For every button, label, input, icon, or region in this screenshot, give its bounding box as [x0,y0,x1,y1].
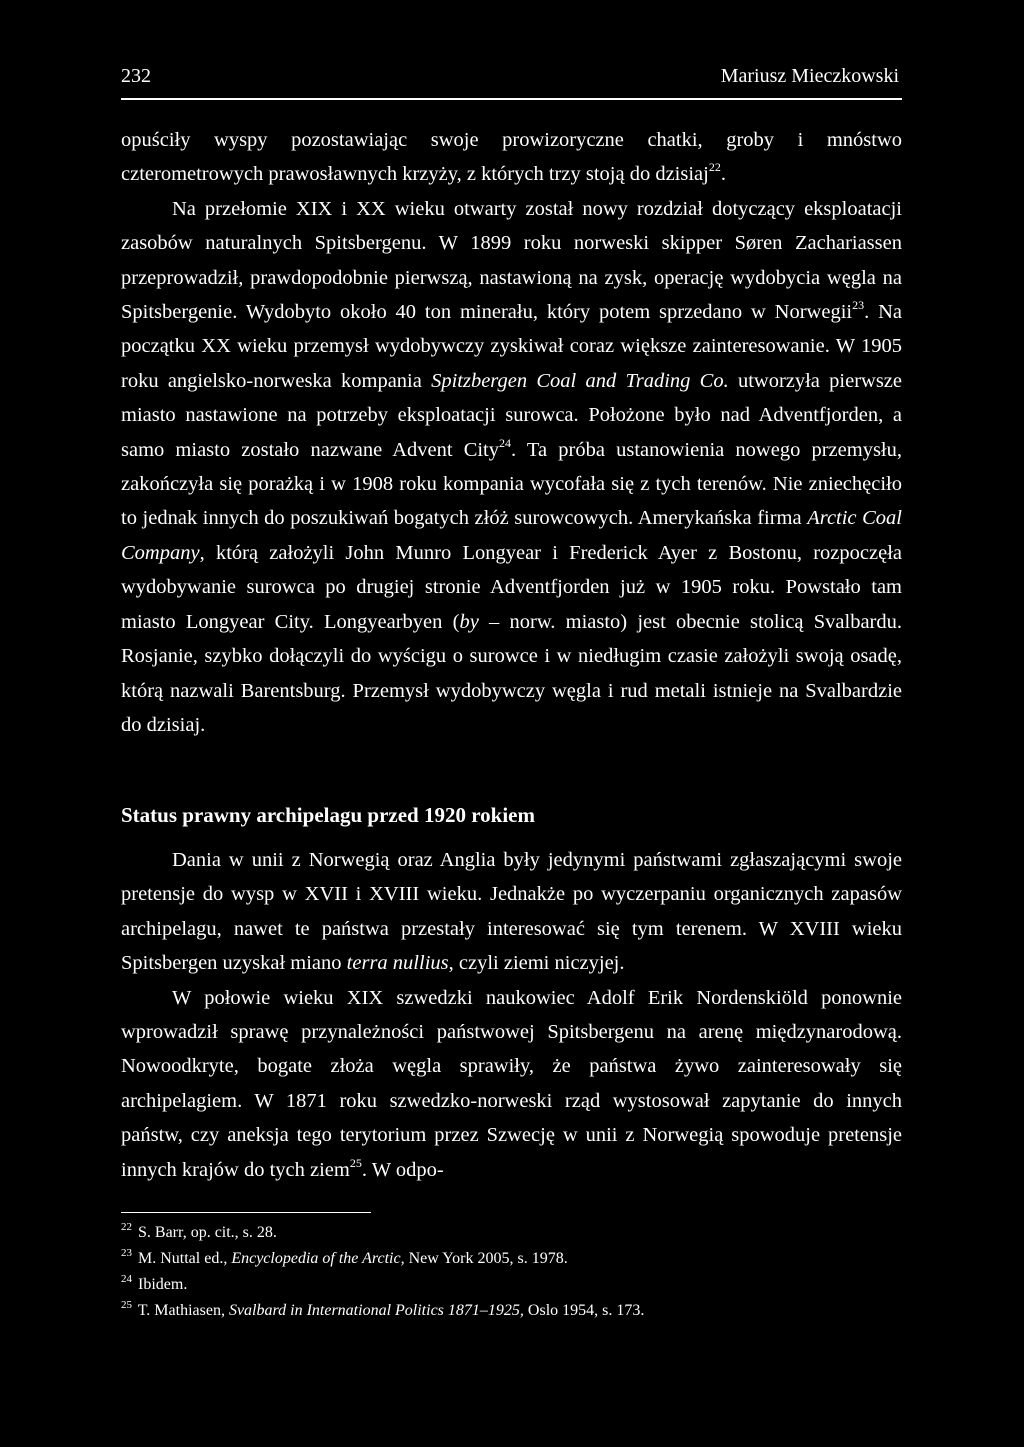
footnote-separator [121,1212,371,1213]
section-heading: Status prawny archipelagu przed 1920 rokiem [121,803,535,827]
company-name-spitzbergen: Spitzbergen Coal and Trading Co. [431,369,729,392]
section-legal-status-text [121,843,902,1187]
footnote-ref-24: 24 [499,435,512,450]
term-terra-nullius: terra nullius [346,952,449,975]
running-header [121,60,901,92]
footnote-23: $^{23}$ M. Nuttal ed., Encyclopedia of the Arctic, New York 2005, s. 1978. [121,1247,568,1267]
term-by: by [459,610,479,633]
footnote-ref-25: 25 [349,1155,362,1170]
footnote-ref-22: 22 [708,160,721,175]
section-coal-mining-text [121,123,902,742]
company-name-arctic-coal: Arctic Coal Company [121,507,902,564]
paragraph-4: W połowie wieku XIX szwedzki naukowiec Adolf Erik Nordenskiöld ponownie wprowadził sprawę przynależności państwowej Spitsbergenu na arenę międzynarodową. Nowoodkryte, bogate złoża węgla sprawiły, że państwa żywo zainteresowały się archipelagiem. W 1871 roku szwedzko-norweski rząd wystosował zapytanie do innych państw, czy aneksja tego terytorium przez Szwecję w unii z Norwegią spowoduje pretensje innych krajów do tych ziem$^{25}$. W odpo- [121,986,902,1181]
header-rule [121,98,902,100]
page-number: 232 [121,65,151,87]
footnote-22: $^{22}$ S. Barr, op. cit., s. 28. [121,1221,277,1241]
paragraph-2: Na przełomie XIX i XX wieku otwarty został nowy rozdział dotyczący eksploatacji zasobów naturalnych Spitsbergenu. W 1899 roku norweski skipper Søren Zachariassen przeprowadził, prawdopodobnie pierwszą, nastawioną na zysk, operację wydobycia węgla na Spitsbergenie. Wydobyto około 40 ton minerału, który potem sprzedano w Norwegii$^{23}$. Na początku XX wieku przemysł wydobywczy zyskiwał coraz większe zainteresowanie. W 1905 roku angielsko-norweska kompania Spitzbergen Coal and Trading Co. utworzyła pierwsze miasto nastawione na potrzeby eksploatacji surowca. Położone było nad Adventfjorden, a samo miasto zostało nazwane Advent City$^{24}$. Ta próba ustanowienia nowego przemysłu, zakończyła się porażką i w 1908 roku kompania wycofała się z tych terenów. Nie zniechęciło to jednak innych do poszukiwań bogatych złóż surowcowych. Amerykańska firma Arctic Coal Company, którą założyli John Munro Longyear i Frederick Ayer z Bostonu, rozpoczęła wydobywanie surowca po drugiej stronie Adventfjorden już w 1905 roku. Powstało tam miasto Longyear City. Longyearbyen (by – norw. miasto) jest obecnie stolicą Svalbardu. Rosjanie, szybko dołączyli do wyścigu o surowce i w niedługim czasie założyli swoją osadę, którą nazwali Barentsburg. Przemysł wydobywczy węgla i rud metali istnieje na Svalbardzie do dzisiaj. [121,197,902,736]
running-head-author: Mariusz Mieczkowski [720,65,899,87]
footnote-25: $^{25}$ T. Mathiasen, Svalbard in International Politics 1871–1925, Oslo 1954, s. 173. [121,1299,645,1319]
footnote-ref-23: 23 [852,298,865,313]
paragraph-3: Dania w unii z Norwegią oraz Anglia były jedynymi państwami zgłaszającymi swoje pretensje do wysp w XVII i XVIII wieku. Jednakże po wyczerpaniu organicznych zapasów archipelagu, nawet te państwa przestały interesować się tym terenem. W XVIII wieku Spitsbergen uzyskał miano terra nullius, czyli ziemi niczyjej. [121,849,902,975]
footnotes [121,1220,902,1324]
footnote-24: $^{24}$ Ibidem. [121,1273,188,1293]
paragraph-1: opuściły wyspy pozostawiając swoje prowizoryczne chatki, groby i mnóstwo czterometrowych prawosławnych krzyży, z których trzy stoją do dzisiaj$^{22}$. [121,129,902,186]
